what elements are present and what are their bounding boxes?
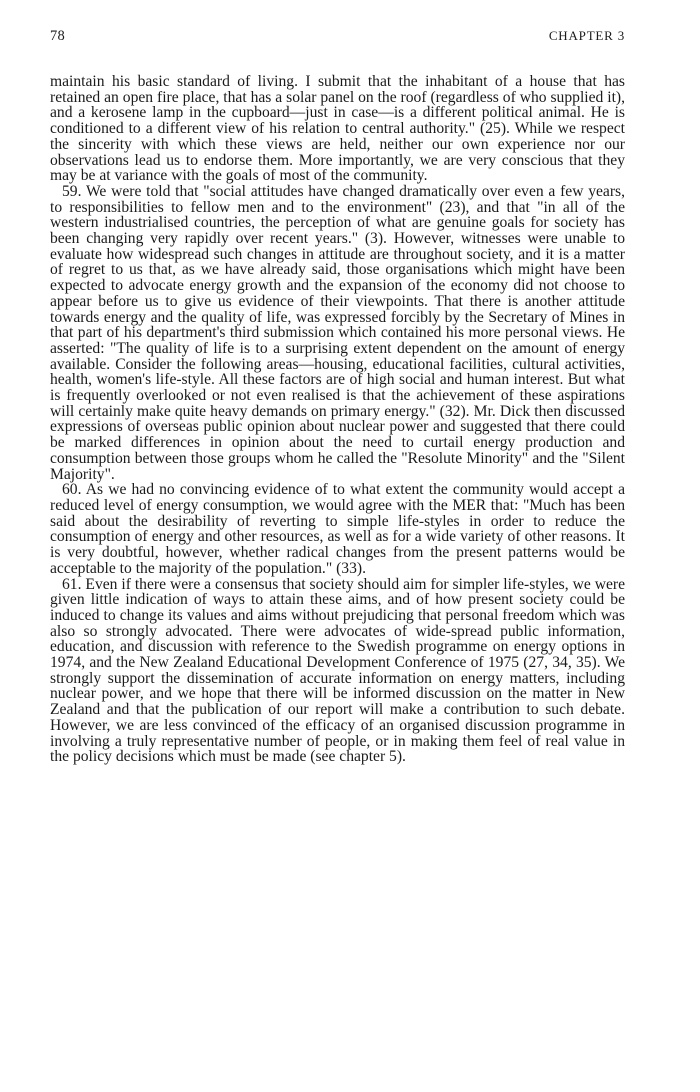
paragraph-continued: maintain his basic standard of living. I submit that the inhabitant of a house that has retained an open fire place, that has a solar panel on the roof (regardless of who supplied it), and a kerosene lamp in the cupboard—just in case—is a different political animal. He is conditioned to a different view of his relation to central authority." (25). While we respect the sincerity with which these views are held, neither our own experience nor our observations lead us to endorse them. More importantly, we are very conscious that they may be at variance with the goals of most of the community. (50, 73, 625, 185)
running-head (50, 28, 625, 48)
paragraph-61: 61. Even if there were a consensus that society should aim for simpler life-styles, we were given little indication of ways to attain these aims, and of how present society could be induced to change its values and aims without prejudicing that personal freedom which was also so strongly advocated. There were advocates of wide-spread public information, education, and discussion with reference to the Swedish programme on energy options in 1974, and the New Zealand Educational Development Conference of 1975 (27, 34, 35). We strongly support the dissemination of accurate information on energy matters, including nuclear power, and we hope that there will be informed discussion on the matter in New Zealand and that the publication of our report will make a contribution to such debate. However, we are less convinced of the efficacy of an organised discussion programme in involving a truly representative number of people, or in making them feel of real value in the policy decisions which must be made (see chapter 5). (50, 575, 625, 766)
paragraph-60: 60. As we had no convincing evidence of to what extent the community would accept a reduced level of energy consumption, we would agree with the MER that: "Much has been said about the desirability of reverting to simple life-styles in order to reduce the consumption of energy and other resources, as well as for a wide variety of other reasons. It is very doubtful, however, whether radical changes from the present patterns would be acceptable to the majority of the population." (33). (50, 481, 625, 577)
page-number: 78 (50, 28, 65, 44)
chapter-label: CHAPTER 3 (548, 28, 625, 43)
body-text (50, 74, 625, 765)
paragraph-59: 59. We were told that "social attitudes have changed dramatically over even a few years, to responsibilities to fellow men and to the environment" (23), and that "in all of the western industrialised countries, the perception of what are genuine goals for society has been changing very rapidly over recent years." (3). However, witnesses were unable to evaluate how widespread such changes in attitude are throughout society, and it is a matter of regret to us that, as we have already said, those organisations which might have been expected to advocate energy growth and the expansion of the economy did not choose to appear before us to give us evidence of their viewpoints. That there is another attitude towards energy and the quality of life, was expressed forcibly by the Secretary of Mines in that part of his department's third submission which contained his more personal views. He asserted: "The quality of life is to a surprising extent dependent on the amount of energy available. Consider the following areas—housing, educational facilities, cultural activities, health, women's life-style. All these factors are of high social and human interest. But what is frequently overlooked or not even realised is that the achievement of these aspirations will certainly make quite heavy demands on primary energy." (32). Mr. Dick then discussed expressions of overseas public opinion about nuclear power and suggested that there could be marked differences in opinion about the need to curtail energy production and consumption between those groups whom he called the "Resolute Minority" and the "Silent Majority". (50, 182, 625, 483)
